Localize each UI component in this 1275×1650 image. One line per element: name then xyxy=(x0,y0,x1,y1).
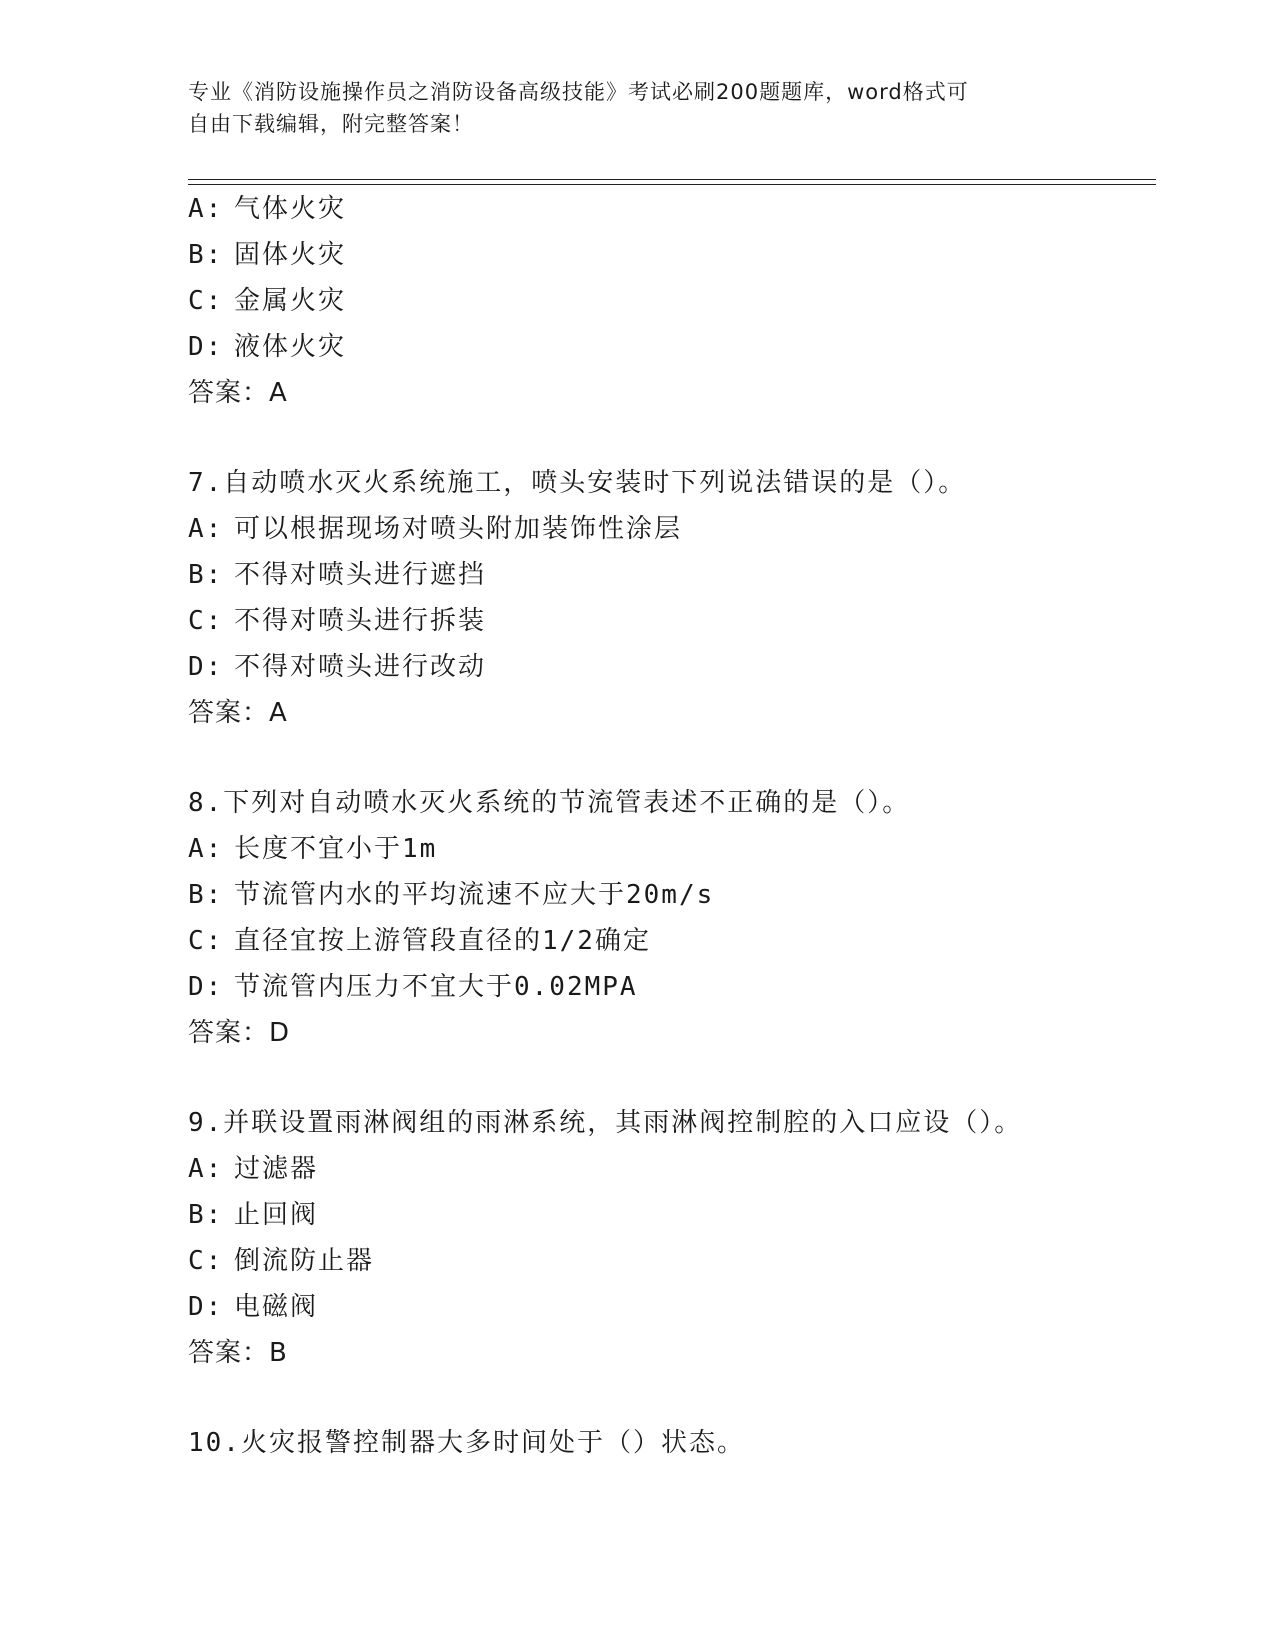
question-text: 9.并联设置雨淋阀组的雨淋系统，其雨淋阀控制腔的入口应设（）。 xyxy=(188,1108,1023,1138)
option-d: D: 节流管内压力不宜大于0.02MPA xyxy=(188,972,638,1002)
header-line-1: 专业《消防设施操作员之消防设备高级技能》考试必刷200题题库，word格式可 xyxy=(188,80,969,104)
question-block-9 xyxy=(188,1100,1148,1376)
answer-line: 答案：A xyxy=(188,698,288,728)
option-c: C: 金属火灾 xyxy=(188,286,347,316)
option-b: B: 不得对喷头进行遮挡 xyxy=(188,560,487,590)
option-c: C: 倒流防止器 xyxy=(188,1246,375,1276)
option-a: A: 过滤器 xyxy=(188,1154,319,1184)
option-b: B: 固体火灾 xyxy=(188,240,347,270)
header-divider-top xyxy=(188,179,1156,180)
header-divider-bottom xyxy=(188,184,1156,185)
header-line-2: 自由下载编辑，附完整答案！ xyxy=(188,112,474,136)
question-text: 8.下列对自动喷水灭火系统的节流管表述不正确的是（）。 xyxy=(188,788,911,818)
question-block-prev xyxy=(188,186,1148,416)
option-a: A: 长度不宜小于1m xyxy=(188,834,438,864)
answer-line: 答案：B xyxy=(188,1338,288,1368)
question-block-10 xyxy=(188,1420,1148,1466)
answer-line: 答案：A xyxy=(188,378,288,408)
option-c: C: 不得对喷头进行拆装 xyxy=(188,606,487,636)
option-d: D: 液体火灾 xyxy=(188,332,347,362)
option-c: C: 直径宜按上游管段直径的1/2确定 xyxy=(188,926,651,956)
question-block-7 xyxy=(188,460,1148,736)
option-b: B: 止回阀 xyxy=(188,1200,319,1230)
document-header xyxy=(188,76,1068,140)
option-a: A: 气体火灾 xyxy=(188,194,347,224)
option-d: D: 电磁阀 xyxy=(188,1292,319,1322)
option-d: D: 不得对喷头进行改动 xyxy=(188,652,487,682)
option-b: B: 节流管内水的平均流速不应大于20m/s xyxy=(188,880,715,910)
option-a: A: 可以根据现场对喷头附加装饰性涂层 xyxy=(188,514,683,544)
answer-line: 答案：D xyxy=(188,1018,291,1048)
question-text: 10.火灾报警控制器大多时间处于（）状态。 xyxy=(188,1428,745,1458)
question-text: 7.自动喷水灭火系统施工，喷头安装时下列说法错误的是（）。 xyxy=(188,468,967,498)
question-block-8 xyxy=(188,780,1148,1056)
question-list xyxy=(188,186,1148,1466)
